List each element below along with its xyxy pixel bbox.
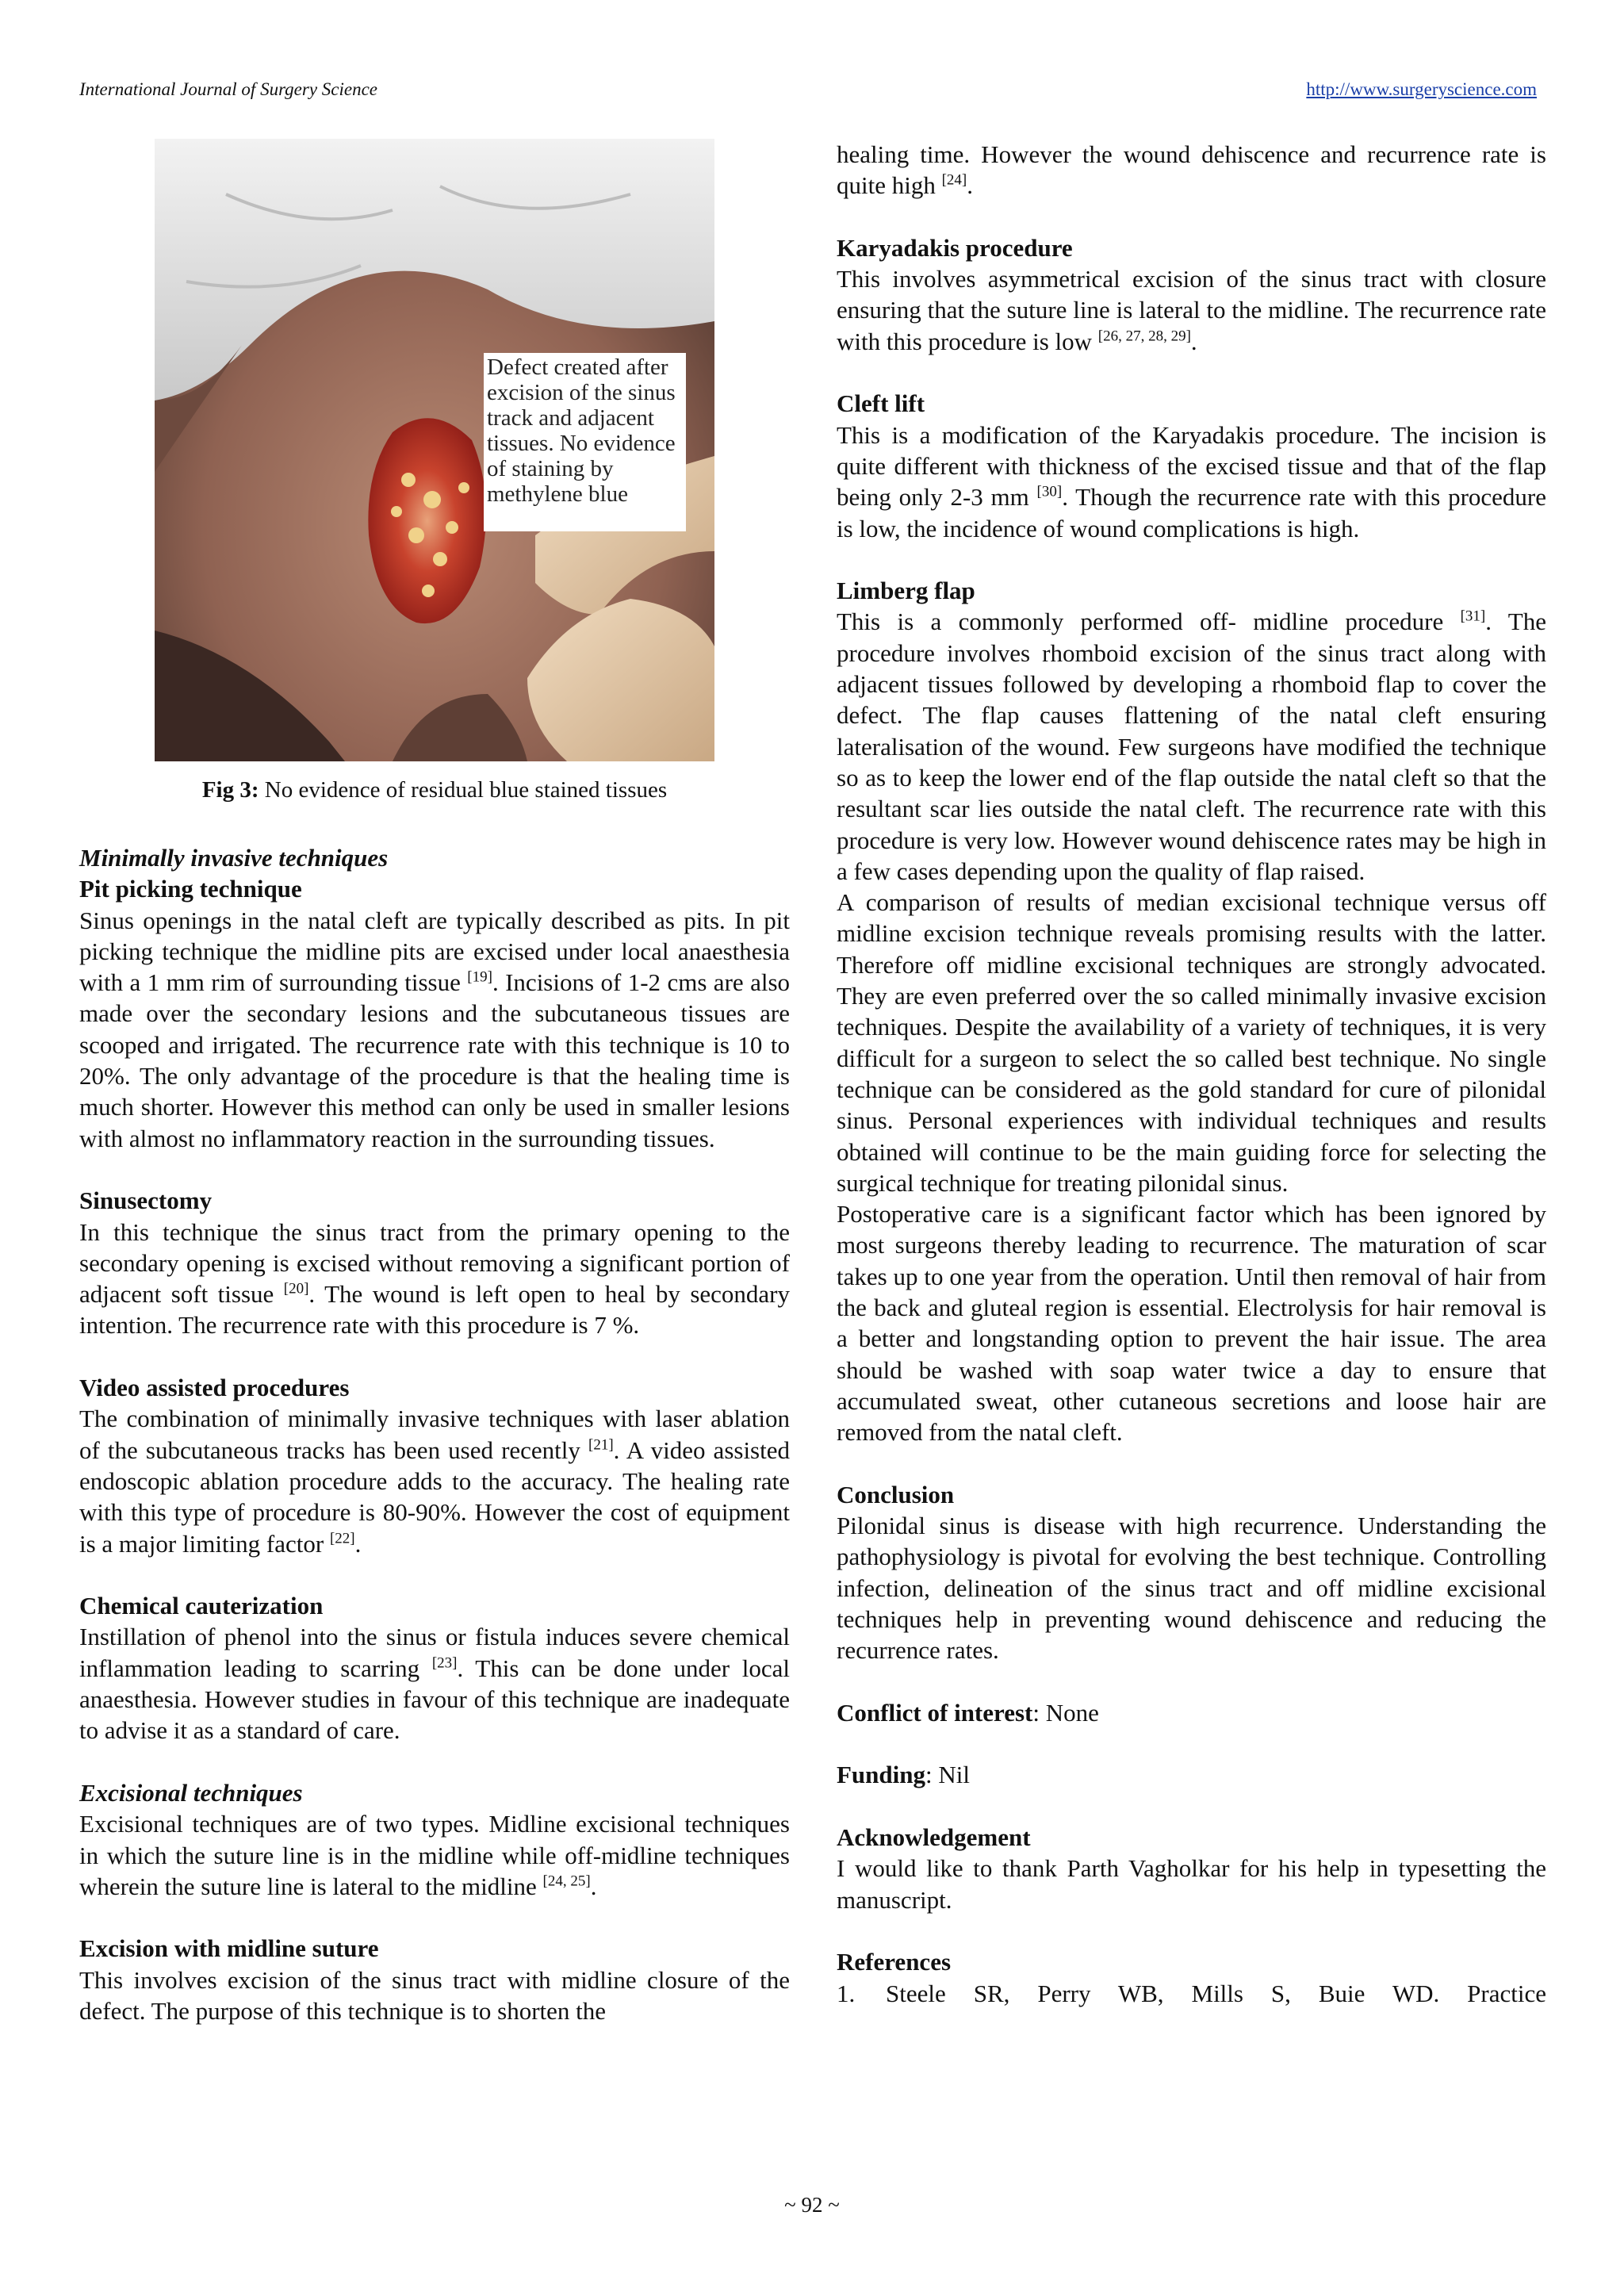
- paragraph-limberg-flap: [837, 606, 1546, 887]
- heading-video-assisted: Video assisted procedures: [79, 1374, 350, 1402]
- heading-cleft-lift: Cleft lift: [837, 389, 925, 418]
- text-run: .: [1190, 327, 1197, 355]
- conflict-label: Conflict of interest: [837, 1698, 1033, 1727]
- text-run: . The procedure involves rhomboid excision of the sinus tract along with adjacent tissues followed by developing a rhomboid flap to cover the defect. The flap causes flattening of the natal cleft ensuring lateralisation of the wound. Few surgeons have modified the technique so as to keep the lower end of the flap outside the natal cleft so that the resultant scar lies outside the natal cleft. The recurrence rate with this procedure is very low. However wound dehiscence rates may be high in a few cases depending upon the quality of flap raised.: [837, 608, 1547, 885]
- funding: [837, 1759, 1546, 1790]
- figure-caption-prefix: Fig 3:: [201, 777, 259, 803]
- text-run: . The wound is left open to heal by secondary intention. The recurrence rate with this procedure is 7 %.: [79, 1280, 790, 1340]
- paragraph-comparison: A comparison of results of median excisional technique versus off midline excision technique reveals promising results with the latter. Therefore off midline excisional techniques are strongly advocated. They are even preferred over the so called minimally invasive excision techniques. Despite the availability of a variety of techniques, it is very difficult for a surgeon to select the so called best technique. No single technique can be considered as the gold standard for cure of pilonidal sinus. Personal experiences with individual techniques and results obtained will continue to be the main guiding force for selecting the surgical technique for treating pilonidal sinus.: [837, 888, 1546, 1197]
- journal-url-link[interactable]: http://www.surgeryscience.com: [1306, 79, 1537, 99]
- heading-limberg-flap: Limberg flap: [837, 577, 975, 605]
- heading-karyadakis: Karyadakis procedure: [837, 233, 1073, 262]
- heading-minimally-invasive: Minimally invasive techniques: [79, 844, 389, 872]
- funding-label: Funding: [837, 1761, 926, 1789]
- heading-chemical-cauterization: Chemical cauterization: [79, 1592, 324, 1620]
- citation: [30]: [1036, 483, 1063, 500]
- text-run: The combination of minimally invasive techniques with laser ablation of the subcutaneous tracks has been used recently: [79, 1405, 790, 1464]
- heading-excision-midline-suture: Excision with midline suture: [79, 1934, 379, 1963]
- heading-acknowledgement: Acknowledgement: [837, 1823, 1031, 1852]
- text-run: Sinus openings in the natal cleft are typically described as pits. In pit picking technique the midline pits are excised under local anaesthesia with a 1 mm rim of surrounding tissue: [79, 906, 790, 997]
- text-run: . Incisions of 1-2 cms are also made over the secondary lesions and the subcutaneous tissues are scooped and irrigated. The recurrence rate with this technique is 10 to 20%. The only advantage of the procedure is that the healing time is much shorter. However this method can only be used in smaller lesions with almost no inflammatory reaction in the surrounding tissues.: [79, 968, 791, 1152]
- text-run: .: [590, 1872, 597, 1900]
- conflict-value: : None: [1032, 1698, 1099, 1727]
- paragraph-midline-continued: [837, 139, 1546, 201]
- citation: [31]: [1460, 608, 1486, 626]
- right-column: [837, 139, 1546, 2009]
- paragraph-sinusectomy: [79, 1217, 790, 1341]
- text-run: .: [354, 1529, 362, 1558]
- reference-text: Steele SR, Perry WB, Mills S, Buie WD. Practice: [886, 1979, 1546, 2007]
- page-number: ~ 92 ~: [784, 2193, 840, 2217]
- paragraph-conclusion: Pilonidal sinus is disease with high recurrence. Understanding the pathophysiology is pivotal for evolving the best technique. Controlling infection, delineation of the sinus tract and off midline excisional techniques help in preventing wound dehiscence and reducing the recurrence rates.: [837, 1512, 1546, 1665]
- figure-3-photo: [155, 139, 714, 761]
- citation: [24, 25]: [542, 1872, 591, 1890]
- reference-item: [837, 1978, 1546, 2009]
- text-run: Excisional techniques are of two types. Midline excisional techniques in which the suture line is in the midline while off-midline techniques wherein the suture line is lateral to the midline: [79, 1810, 790, 1900]
- citation: [23]: [431, 1654, 458, 1672]
- citation: [22]: [329, 1530, 355, 1547]
- left-column: [79, 842, 790, 2026]
- paragraph-pit-picking: [79, 905, 790, 1154]
- citation: [19]: [467, 968, 492, 986]
- paragraph-excision-midline-suture: This involves excision of the sinus tract with midline closure of the defect. The purpose of this technique is to shorten the: [79, 1965, 790, 2025]
- text-run: Instillation of phenol into the sinus or fistula induces severe chemical inflammation leading to scarring: [79, 1623, 790, 1682]
- heading-sinusectomy: Sinusectomy: [79, 1186, 213, 1215]
- paragraph-karyadakis: [837, 263, 1546, 357]
- text-run: This is a modification of the Karyadakis procedure. The incision is quite different with thickness of the excised tissue and that of the flap being only 2-3 mm: [837, 420, 1546, 512]
- paragraph-acknowledgement: I would like to thank Parth Vagholkar for his help in typesetting the manuscript.: [837, 1854, 1546, 1914]
- text-run: In this technique the sinus tract from the primary opening to the secondary opening is excised without removing a significant portion of adjacent soft tissue: [79, 1217, 790, 1309]
- reference-number: 1.: [837, 1979, 856, 2007]
- citation: [20]: [283, 1280, 309, 1297]
- paragraph-chemical-cauterization: [79, 1621, 790, 1746]
- funding-value: : Nil: [925, 1761, 970, 1789]
- citation: [24]: [941, 171, 967, 189]
- heading-excisional-techniques: Excisional techniques: [79, 1778, 303, 1807]
- figure-caption: [79, 777, 790, 803]
- citation: [21]: [588, 1436, 614, 1454]
- text-run: . Though the recurrence rate with this procedure is low, the incidence of wound complications is high.: [837, 483, 1546, 542]
- paragraph-video-assisted: [79, 1403, 790, 1558]
- paragraph-postoperative-care: Postoperative care is a significant factor which has been ignored by most surgeons thereby leading to recurrence. The maturation of scar takes up to one year from the operation. Until then removal of hair from the back and gluteal region is essential. Electrolysis for hair removal is a better and longstanding option to prevent the hair issue. The area should be washed with soap water twice a day to ensure that accumulated sweat, other cutaneous secretions and loose hair are removed from the natal cleft.: [837, 1200, 1546, 1447]
- heading-conclusion: Conclusion: [837, 1480, 955, 1508]
- text-run: This involves asymmetrical excision of the sinus tract with closure ensuring that the suture line is lateral to the midline. The recurrence rate with this procedure is low: [837, 265, 1546, 355]
- paragraph-cleft-lift: [837, 420, 1546, 544]
- conflict-of-interest: [837, 1697, 1546, 1728]
- heading-pit-picking: Pit picking technique: [79, 875, 302, 903]
- text-run: . This can be done under local anaesthesia. However studies in favour of this technique are inadequate to advise it as a standard of care.: [79, 1654, 791, 1745]
- figure-caption-text: No evidence of residual blue stained tissues: [259, 777, 668, 803]
- heading-references: References: [837, 1948, 952, 1976]
- text-run: . A video assisted endoscopic ablation procedure adds to the accuracy. The healing rate with this type of procedure is 80-90%. However the cost of equipment is a major limiting factor: [79, 1435, 790, 1558]
- citation: [26, 27, 28, 29]: [1097, 328, 1191, 345]
- text-run: healing time. However the wound dehiscence and recurrence rate is quite high: [837, 140, 1546, 200]
- journal-title: International Journal of Surgery Science: [79, 79, 378, 99]
- text-run: This is a commonly performed off- midline procedure: [837, 608, 1461, 636]
- paragraph-excisional-techniques: [79, 1808, 790, 1902]
- figure-annotation-label: Defect created after excision of the sinus track and adjacent tissues. No evidence of staining by methylene blue: [484, 353, 686, 531]
- text-run: .: [967, 171, 974, 200]
